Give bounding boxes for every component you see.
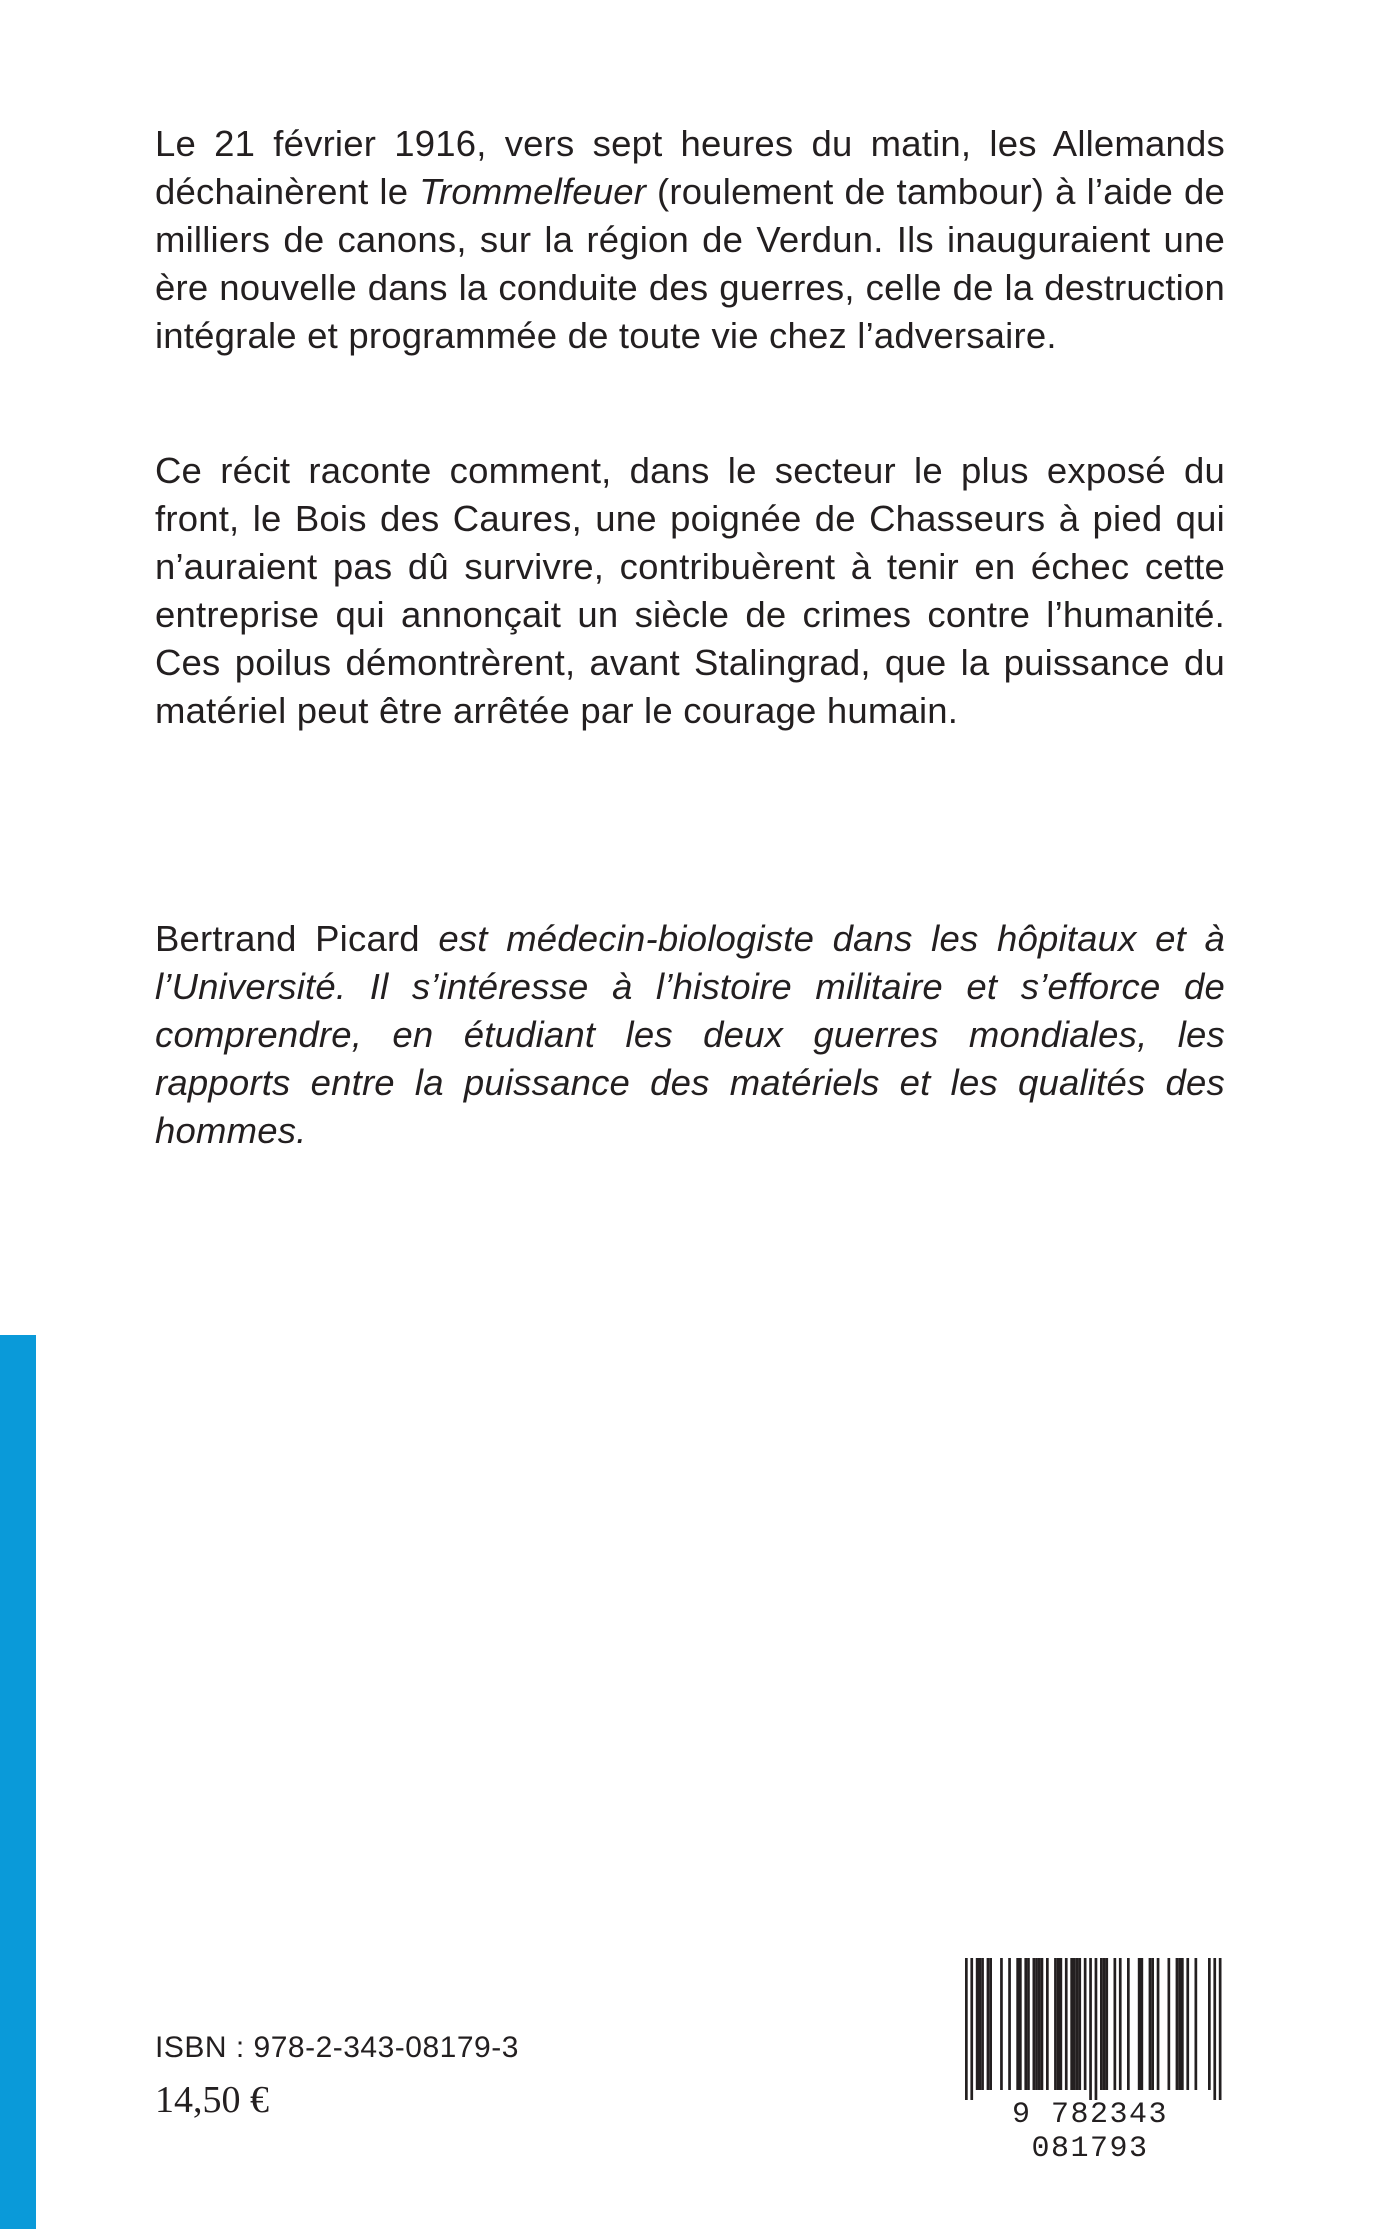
barcode-bar xyxy=(1046,1958,1049,2090)
isbn-label: ISBN : 978-2-343-08179-3 xyxy=(155,2031,519,2064)
barcode-bar xyxy=(1149,1958,1152,2090)
barcode-bar xyxy=(1105,1958,1108,2090)
summary-paragraph-2 xyxy=(155,447,1225,735)
barcode-bar xyxy=(965,1958,968,2100)
barcode-bar xyxy=(1076,1958,1079,2090)
barcode-bar xyxy=(1038,1958,1041,2090)
barcode-bar xyxy=(1157,1958,1160,2090)
barcode-bar xyxy=(1054,1958,1057,2090)
barcode-bar xyxy=(1016,1958,1019,2090)
barcode xyxy=(955,1958,1225,2166)
barcode-bar xyxy=(1127,1958,1130,2090)
barcode-bar xyxy=(970,1958,973,2100)
barcode-bar xyxy=(979,1958,982,2090)
summary-text: Le 21 février 1916, vers sept heures du matin, les Allemands déchainèrent le xyxy=(155,123,1225,212)
author-bio-text: est médecin-biologiste dans les hôpitaux et à l’Université. Il s’intéresse à l’histoire militaire et s’efforce de comprendre, en étudiant les deux guerres mondiales, les rapports entre la puissance des matériels et les qualités des hommes. xyxy=(155,918,1226,1151)
accent-bar xyxy=(0,1335,36,2229)
barcode-bar xyxy=(1065,1958,1068,2090)
barcode-bar xyxy=(1078,1958,1081,2090)
barcode-bar xyxy=(1095,1958,1098,2100)
barcode-bar xyxy=(1027,1958,1030,2090)
author-bio xyxy=(155,915,1225,1155)
barcode-bar xyxy=(981,1958,984,2090)
barcode-bar xyxy=(1100,1958,1103,2090)
barcode-bar xyxy=(1035,1958,1038,2090)
barcode-bar xyxy=(1057,1958,1060,2090)
barcode-bar xyxy=(1070,1958,1073,2090)
summary-text: (roulement de tambour) à l’aide de milliers de canons, sur la région de Verdun. Ils inauguraient une ère nouvelle dans la conduite des guerres, celle de la destruction intégrale et programmée de toute vie chez l’adversaire. xyxy=(155,171,1225,356)
price-label: 14,50 € xyxy=(155,2079,269,2121)
barcode-bar xyxy=(1195,1958,1198,2090)
summary-paragraph-1 xyxy=(155,120,1225,360)
barcode-bar xyxy=(989,1958,992,2090)
barcode-bar xyxy=(1084,1958,1087,2090)
barcode-bar xyxy=(1060,1958,1063,2090)
barcode-bar xyxy=(987,1958,990,2090)
barcode-bar xyxy=(1119,1958,1122,2090)
barcode-bar xyxy=(1151,1958,1154,2090)
barcode-bar xyxy=(1181,1958,1184,2090)
barcode-bar xyxy=(1033,1958,1036,2090)
barcode-bar xyxy=(1103,1958,1106,2090)
barcode-bar xyxy=(1176,1958,1179,2090)
barcode-bar xyxy=(1000,1958,1003,2090)
barcode-bar xyxy=(976,1958,979,2090)
barcode-bar xyxy=(1138,1958,1141,2090)
barcode-bar xyxy=(1114,1958,1117,2090)
barcode-bars xyxy=(955,1958,1225,2100)
barcode-number: 9 782343 081793 xyxy=(1011,2098,1169,2166)
barcode-bar xyxy=(1186,1958,1189,2090)
barcode-bar xyxy=(1089,1958,1092,2100)
barcode-bar xyxy=(1041,1958,1044,2090)
barcode-bar xyxy=(1208,1958,1211,2090)
author-name: Bertrand Picard xyxy=(155,918,420,959)
barcode-bar xyxy=(1219,1958,1222,2100)
barcode-bar xyxy=(1178,1958,1181,2090)
summary-italic-term: Trommelfeuer xyxy=(419,171,647,212)
barcode-bar xyxy=(1168,1958,1171,2090)
barcode-bar xyxy=(1024,1958,1027,2090)
barcode-bar xyxy=(1141,1958,1144,2090)
barcode-bar xyxy=(1008,1958,1011,2090)
barcode-bar xyxy=(1019,1958,1022,2090)
barcode-bar xyxy=(1213,1958,1216,2100)
barcode-bar xyxy=(1073,1958,1076,2090)
summary-text: Ce récit raconte comment, dans le secteur le plus exposé du front, le Bois des Caures, une poignée de Chasseurs à pied qui n’auraient pas dû survivre, contribuèrent à tenir en échec cette entreprise qui annonçait un siècle de crimes contre l’humanité. Ces poilus démontrèrent, avant Stalingrad, que la puissance du matériel peut être arrêtée par le courage humain. xyxy=(155,450,1225,731)
